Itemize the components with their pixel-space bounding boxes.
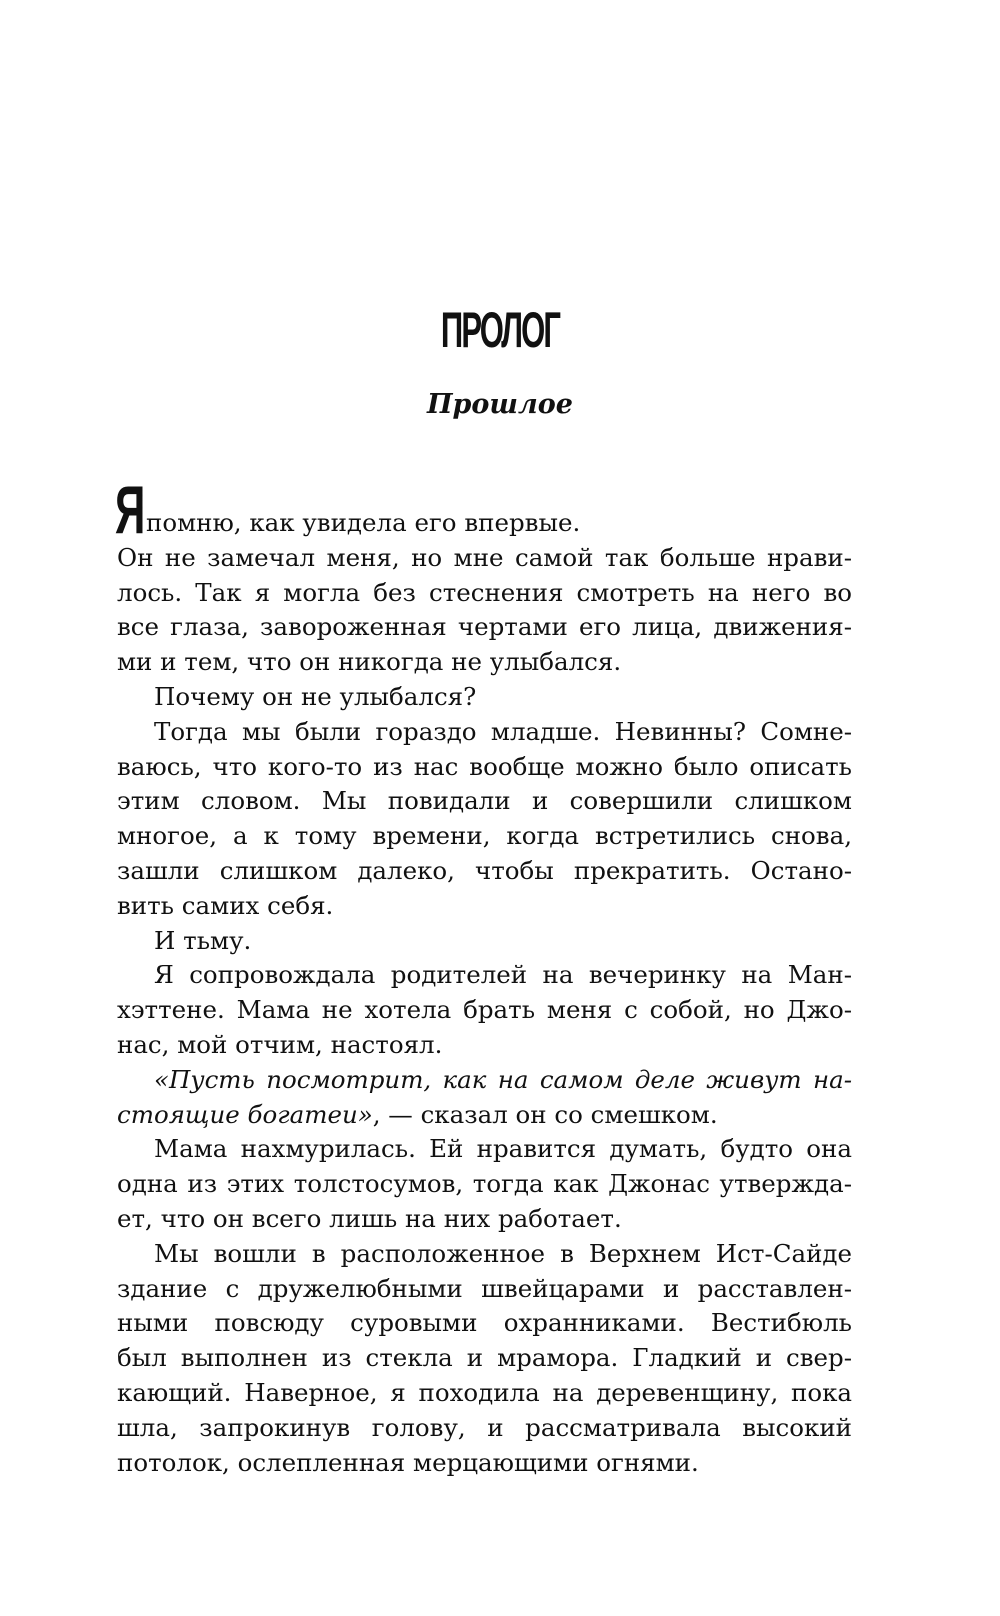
first-line-text: помню, как увидела его впервые. (146, 508, 581, 537)
text-line: И тьму. (154, 925, 252, 955)
text-line: Тогда мы были гораздо младше. Невинны? Сомне- (154, 716, 852, 746)
text-line: все глаза, завороженная чертами его лица, движения- (117, 612, 852, 642)
text-line: многое, а к тому времени, когда встретились снова, (117, 821, 852, 851)
text-line: ми и тем, что он никогда не улыбался. (117, 647, 622, 677)
text-line: этим словом. Мы повидали и совершили слишком (117, 786, 852, 816)
chapter-title: ПРОЛОГ (440, 302, 560, 358)
drop-cap: Я (115, 472, 146, 548)
text-line: ными повсюду суровыми охранниками. Вестибюль (117, 1308, 852, 1338)
text-line: одна из этих толстосумов, тогда как Джонас утвержда- (117, 1169, 852, 1199)
italic-quote: стоящие богатеи» (117, 1099, 373, 1129)
text-line: вить самих себя. (117, 890, 334, 920)
text-line: Мама нахмурилась. Ей нравится думать, будто она (154, 1134, 852, 1164)
text-line: хэттене. Мама не хотела брать меня с собой, но Джо- (117, 995, 852, 1025)
text-line: кающий. Наверное, я походила на деревенщину, пока (117, 1377, 852, 1407)
text-line: нас, мой отчим, настоял. (117, 1029, 443, 1059)
text-line: шла, запрокинув голову, и рассматривала высокий (117, 1412, 852, 1442)
chapter-subtitle: Прошлое (427, 389, 573, 420)
text-line: Он не замечал меня, но мне самой так больше нрави- (117, 542, 852, 572)
paragraph-lines (117, 541, 852, 1481)
text-line: лось. Так я могла без стеснения смотреть на него во (117, 577, 852, 607)
text-line: Почему он не улыбался? (154, 681, 477, 711)
text-line: здание с дружелюбными швейцарами и расставлен- (117, 1273, 852, 1303)
italic-quote: «Пусть посмотрит, как на самом деле живут на- (154, 1064, 852, 1094)
line-tail: , — сказал он со смешком. (372, 1099, 718, 1129)
text-line: ет, что он всего лишь на них работает. (117, 1203, 622, 1233)
text-line: Мы вошли в расположенное в Верхнем Ист-Сайде (154, 1238, 852, 1268)
text-line: зашли слишком далеко, чтобы прекратить. Остано- (117, 855, 852, 885)
first-line (115, 472, 852, 548)
text-line: Я сопровождала родителей на вечеринку на Ман- (154, 960, 852, 990)
text-line (117, 1063, 852, 1098)
text-line: потолок, ослепленная мерцающими огнями. (117, 1447, 699, 1477)
body-text (115, 472, 852, 1480)
text-line: ваюсь, что кого-то из нас вообще можно было описать (117, 751, 852, 781)
text-line: был выполнен из стекла и мрамора. Гладкий и свер- (117, 1343, 852, 1373)
text-line (117, 1098, 852, 1133)
